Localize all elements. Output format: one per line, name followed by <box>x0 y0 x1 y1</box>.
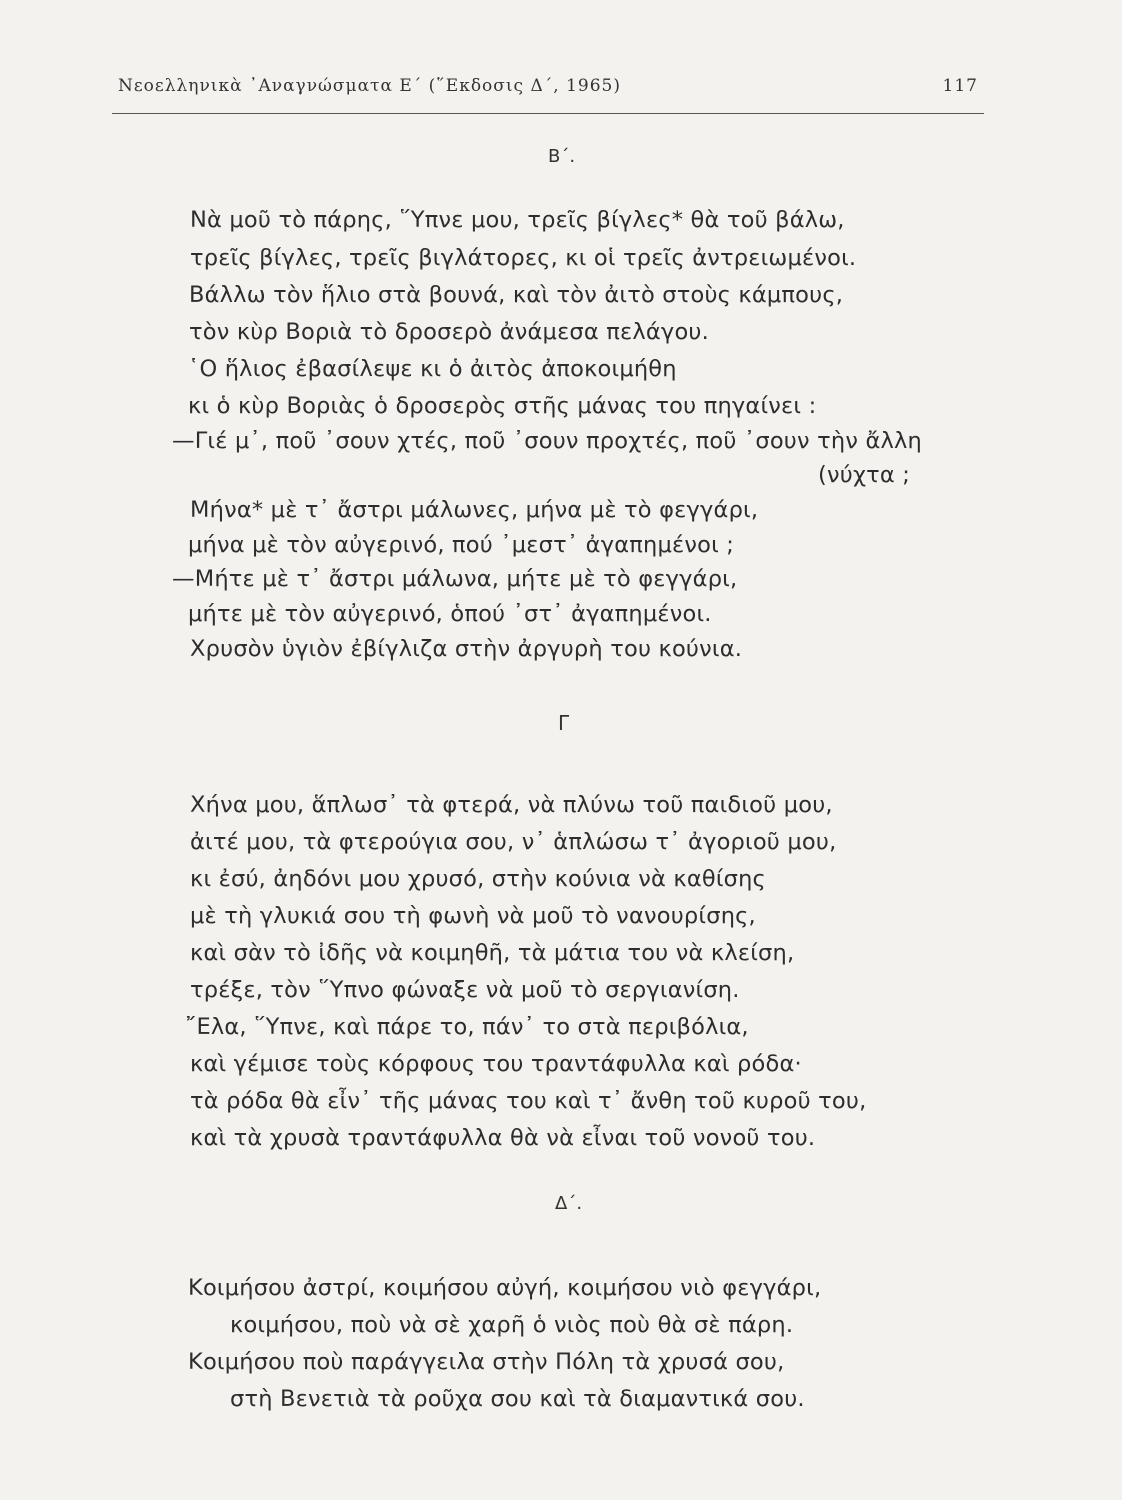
poem-line: Νὰ μοῦ τὸ πάρης, ῞Υπνε μου, τρεῖς βίγλες* θὰ τοῦ βάλω, <box>190 207 845 233</box>
poem-line: καὶ σὰν τὸ ἰδῆς νὰ κοιμηθῆ, τὰ μάτια του νὰ κλείση, <box>190 940 795 966</box>
poem-line: τρεῖς βίγλες, τρεῖς βιγλάτορες, κι οἱ τρεῖς ἀντρειωμένοι. <box>190 245 857 271</box>
section-d-label: Δ΄. <box>555 1193 583 1214</box>
poem-line: κι ὁ κὺρ Βοριὰς ὁ δροσερὸς στῆς μάνας του πηγαίνει : <box>188 393 817 419</box>
poem-line: καὶ γέμισε τοὺς κόρφους του τραντάφυλλα καὶ ρόδα· <box>190 1051 802 1077</box>
poem-line-continuation: (νύχτα ; <box>818 462 911 488</box>
section-b-label: Β΄. <box>548 146 576 167</box>
poem-line: Χρυσὸν ὑγιὸν ἐβίγλιζα στὴν ἀργυρὴ του κούνια. <box>190 636 743 662</box>
poem-line: Βάλλω τὸν ἥλιο στὰ βουνά, καὶ τὸν ἀιτὸ στοὺς κάμπους, <box>189 282 844 308</box>
poem-line: —Μήτε μὲ τ᾽ ἄστρι μάλωνα, μήτε μὲ τὸ φεγγάρι, <box>172 566 738 592</box>
poem-line: κι ἐσύ, ἀηδόνι μου χρυσό, στὴν κούνια νὰ καθίσης <box>190 866 766 892</box>
poem-line: Κοιμήσου ἀστρί, κοιμήσου αὐγή, κοιμήσου νιὸ φεγγάρι, <box>188 1275 822 1301</box>
poem-line: τὸν κὺρ Βοριὰ τὸ δροσερὸ ἀνάμεσα πελάγου. <box>189 319 709 345</box>
poem-line: ῎Ελα, ῞Υπνε, καὶ πάρε το, πάν᾽ το στὰ περιβόλια, <box>185 1014 749 1040</box>
poem-line: —Γιέ μ᾽, ποῦ ᾽σουν χτές, ποῦ ᾽σουν προχτές, ποῦ ᾽σουν τὴν ἄλλη <box>172 428 922 454</box>
page-number: 117 <box>942 76 978 96</box>
running-header <box>112 76 982 106</box>
poem-line: μήνα μὲ τὸν αὐγερινό, πού ᾽μεστ᾽ ἀγαπημένοι ; <box>188 532 735 558</box>
poem-line: ῾Ο ἥλιος ἐβασίλεψε κι ὁ ἀιτὸς ἀποκοιμήθη <box>188 356 677 382</box>
header-title: Νεοελληνικὰ ᾿Αναγνώσματα Ε΄ (῞Εκδοσις Δ΄, 1965) <box>118 76 621 96</box>
poem-line: καὶ τὰ χρυσὰ τραντάφυλλα θὰ νὰ εἶναι τοῦ νονοῦ του. <box>190 1125 816 1151</box>
poem-line: τρέξε, τὸν ῞Υπνο φώναξε νὰ μοῦ τὸ σεργιανίση. <box>190 977 740 1003</box>
poem-line: τὰ ρόδα θὰ εἶν᾽ τῆς μάνας του καὶ τ᾽ ἄνθη τοῦ κυροῦ του, <box>190 1088 867 1114</box>
poem-line: μήτε μὲ τὸν αὐγερινό, ὁπού ᾽στ᾽ ἀγαπημένοι. <box>188 601 712 627</box>
poem-line: στὴ Βενετιὰ τὰ ροῦχα σου καὶ τὰ διαμαντικά σου. <box>230 1386 805 1412</box>
poem-line: Κοιμήσου ποὺ παράγγειλα στὴν Πόλη τὰ χρυσά σου, <box>188 1349 785 1375</box>
poem-line: κοιμήσου, ποὺ νὰ σὲ χαρῆ ὁ νιὸς ποὺ θὰ σὲ πάρη. <box>230 1312 794 1338</box>
section-g-label: Γ <box>558 711 570 735</box>
poem-line: ἀιτέ μου, τὰ φτερούγια σου, ν᾽ ἁπλώσω τ᾽ ἀγοριοῦ μου, <box>190 829 837 855</box>
poem-line: Χήνα μου, ἅπλωσ᾽ τὰ φτερά, νὰ πλύνω τοῦ παιδιοῦ μου, <box>190 792 833 818</box>
poem-line: Μήνα* μὲ τ᾽ ἄστρι μάλωνες, μήνα μὲ τὸ φεγγάρι, <box>190 497 759 523</box>
poem-line: μὲ τὴ γλυκιά σου τὴ φωνὴ νὰ μοῦ τὸ νανουρίσης, <box>190 903 756 929</box>
header-rule <box>112 113 984 114</box>
